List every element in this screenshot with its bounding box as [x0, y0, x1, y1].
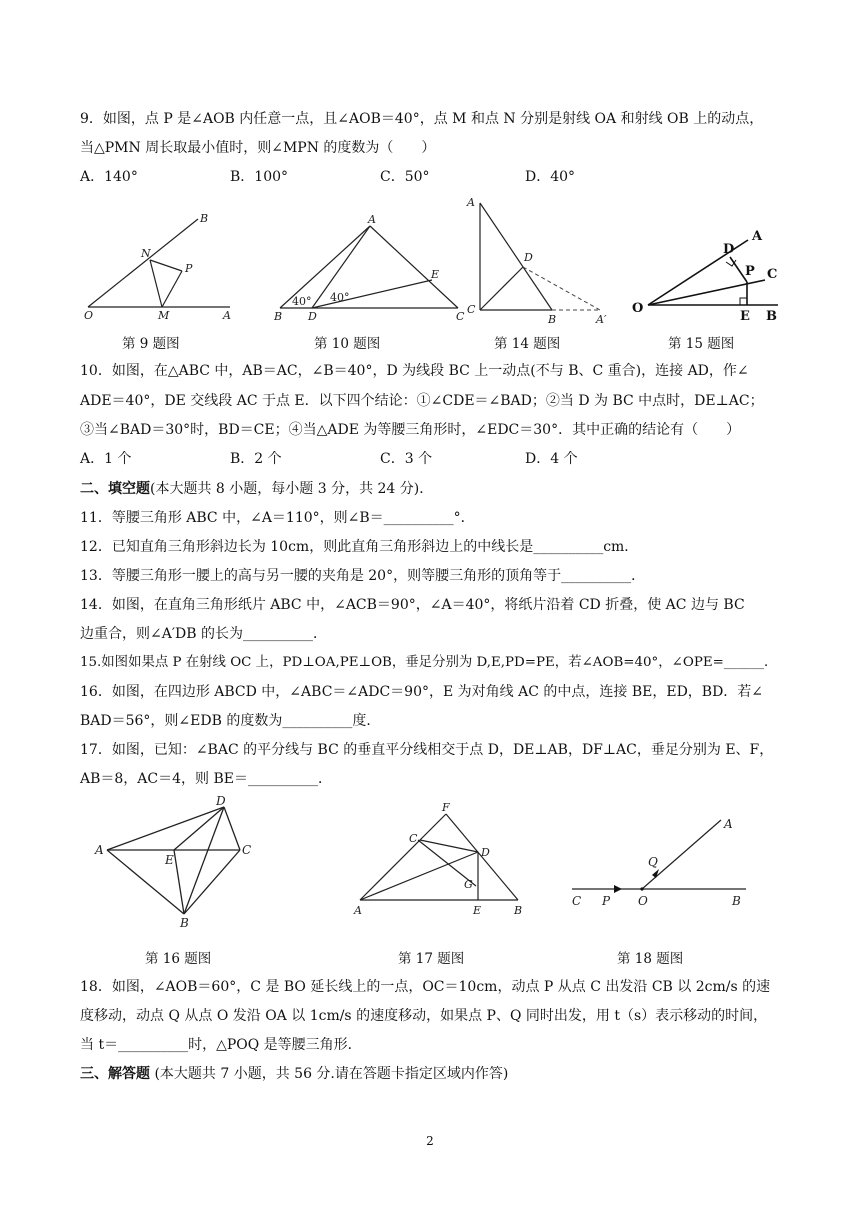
q9-option-b: B．100°	[230, 169, 289, 185]
fig10-label-a: A	[368, 213, 376, 226]
fig14-label-d: D	[524, 251, 533, 264]
fig18-label-o: O	[638, 894, 648, 908]
q18-line1: 18．如图，∠AOB＝60°，C 是 BO 延长线上的一点，OC＝10cm，动点 P 从点 C 出发沿 CB 以 2cm/s 的速	[80, 979, 771, 995]
q14-line1: 14．如图，在直角三角形纸片 ABC 中，∠ACB＝90°，∠A＝40°，将纸片沿着 CD 折叠，使 AC 边与 BC	[80, 597, 745, 613]
fig17-label-f: F	[442, 801, 450, 814]
section-2-heading	[80, 478, 780, 500]
fig10-label-b: B	[274, 310, 283, 323]
q10-line1: 10．如图，在△ABC 中，AB＝AC，∠B＝40°，D 为线段 BC 上一动点(不与 B、C 重合)，连接 AD，作∠	[80, 363, 749, 379]
fig9-label-a: A	[223, 309, 231, 322]
fig9-label-m: M	[158, 309, 170, 322]
q14-line2: 边重合，则∠A′DB 的长为__________．	[80, 626, 327, 642]
q15: 15.如图如果点 P 在射线 OC 上，PD⊥OA,PE⊥OB，垂足分别为 D,E,PD=PE，若∠AOB=40°，∠OPE=______．	[80, 655, 778, 670]
fig18-label-c: C	[572, 894, 582, 908]
q9-options	[80, 166, 780, 188]
fig14-label-a-prime: A′	[596, 313, 607, 325]
fig18-label-b: B	[732, 894, 741, 908]
fig17-label-e: E	[473, 904, 482, 917]
q10-option-c: C．3 个	[380, 451, 433, 467]
q16-line1: 16．如图，在四边形 ABCD 中，∠ABC＝∠ADC＝90°，E 为对角线 AC 的中点，连接 BE，ED，BD．若∠	[80, 684, 764, 700]
section-3-title: 三、解答题	[80, 1066, 150, 1082]
fig18-label-a: A	[724, 817, 733, 831]
q18-line3: 当 t＝__________时，△POQ 是等腰三角形．	[80, 1037, 362, 1053]
fig17-label-b: B	[514, 904, 523, 917]
fig18-label-q: Q	[648, 855, 658, 869]
q13: 13．等腰三角形一腰上的高与另一腰的夹角是 20°，则等腰三角形的顶角等于__________．	[80, 568, 646, 584]
fig15-label-d: D	[723, 242, 735, 257]
q10-options	[80, 448, 780, 470]
fig10-label-e: E	[431, 268, 440, 281]
q9-line1: 9．如图，点 P 是∠AOB 内任意一点，且∠AOB＝40°，点 M 和点 N 分别是射线 OA 和射线 OB 上的动点，	[80, 111, 764, 127]
q11: 11．等腰三角形 ABC 中，∠A＝110°，则∠B＝__________°．	[80, 510, 475, 526]
q10-option-a: A．1 个	[80, 451, 132, 467]
fig17-label-a: A	[354, 904, 362, 917]
fig17-label-g: G	[464, 878, 473, 891]
fig9-caption: 第 9 题图	[122, 336, 180, 352]
q18-line2: 度移动，动点 Q 从点 O 发沿 OA 以 1cm/s 的速度移动，如果点 P、Q 同时出发，用 t（s）表示移动的时间，	[80, 1008, 768, 1024]
fig15-label-o: O	[632, 301, 644, 316]
fig10-angle-b: 40°	[292, 295, 312, 308]
figure-15	[630, 220, 785, 325]
fig15-label-e: E	[740, 309, 750, 324]
q17-line1: 17．如图，已知：∠BAC 的平分线与 BC 的垂直平分线相交于点 D，DE⊥AB，DF⊥AC，垂足分别为 E、F，	[80, 742, 774, 758]
section-3-heading	[80, 1063, 780, 1085]
fig9-label-p: P	[185, 262, 193, 275]
q9-option-d: D．40°	[525, 169, 576, 185]
fig14-label-a: A	[467, 196, 475, 209]
figure-14	[462, 195, 614, 325]
fig18-label-p: P	[602, 894, 611, 908]
q9-option-a: A．140°	[80, 169, 138, 185]
figure-16	[92, 792, 267, 932]
q10-line2: ADE＝40°，DE 交线段 AC 于点 E．以下四个结论：①∠CDE＝∠BAD；②当 D 为 BC 中点时，DE⊥AC；	[80, 393, 764, 409]
q17-line2: AB＝8，AC＝4，则 BE＝__________．	[80, 771, 332, 787]
fig17-label-c: C	[409, 832, 418, 845]
fig18-caption: 第 18 题图	[617, 951, 684, 967]
q10-option-b: B．2 个	[230, 451, 282, 467]
fig14-label-b: B	[548, 313, 557, 325]
q12: 12．已知直角三角形斜边长为 10cm，则此直角三角形斜边上的中线长是__________cm．	[80, 539, 639, 555]
fig10-label-d: D	[308, 310, 317, 323]
section-2-note: (本大题共 8 小题，每小题 3 分，共 24 分)．	[150, 481, 434, 497]
fig15-label-c: C	[767, 267, 778, 282]
q9-option-c: C．50°	[380, 169, 430, 185]
fig15-caption: 第 15 题图	[668, 336, 735, 352]
q16-line2: BAD＝56°，则∠EDB 的度数为__________度．	[80, 713, 381, 729]
fig16-caption: 第 16 题图	[145, 951, 212, 967]
figure-9	[80, 205, 255, 325]
fig9-label-b: B	[200, 212, 209, 225]
fig17-caption: 第 17 题图	[398, 951, 465, 967]
fig14-caption: 第 14 题图	[494, 336, 561, 352]
fig15-label-p: P	[745, 264, 755, 279]
fig10-angle-d: 40°	[330, 291, 350, 304]
fig16-label-a: A	[95, 843, 104, 857]
fig15-label-a: A	[752, 229, 763, 244]
q9-line2: 当△PMN 周长取最小值时，则∠MPN 的度数为（ ）	[80, 140, 436, 156]
figure-17	[348, 800, 533, 920]
fig10-caption: 第 10 题图	[314, 336, 381, 352]
fig16-label-e: E	[165, 853, 174, 867]
q10-option-d: D．4 个	[525, 451, 578, 467]
fig16-label-d: D	[216, 794, 226, 808]
fig17-label-d: D	[481, 846, 490, 859]
fig9-label-n: N	[141, 247, 151, 260]
fig10-label-c: C	[456, 310, 465, 323]
figure-18	[566, 812, 761, 912]
fig16-label-b: B	[180, 916, 189, 930]
figure-10	[268, 210, 473, 325]
page-number: 2	[426, 1134, 434, 1148]
q10-line3: ③当∠BAD＝30°时，BD＝CE；④当△ADE 为等腰三角形时，∠EDC＝30°．其中正确的结论有（ ）	[80, 422, 741, 438]
fig16-label-c: C	[242, 843, 252, 857]
fig14-label-c: C	[467, 303, 476, 316]
section-3-note: (本大题共 7 小题，共 56 分.请在答题卡指定区域内作答)	[150, 1066, 509, 1082]
fig15-label-b: B	[766, 309, 777, 324]
section-2-title: 二、填空题	[80, 481, 150, 497]
fig9-label-o: O	[84, 309, 94, 322]
